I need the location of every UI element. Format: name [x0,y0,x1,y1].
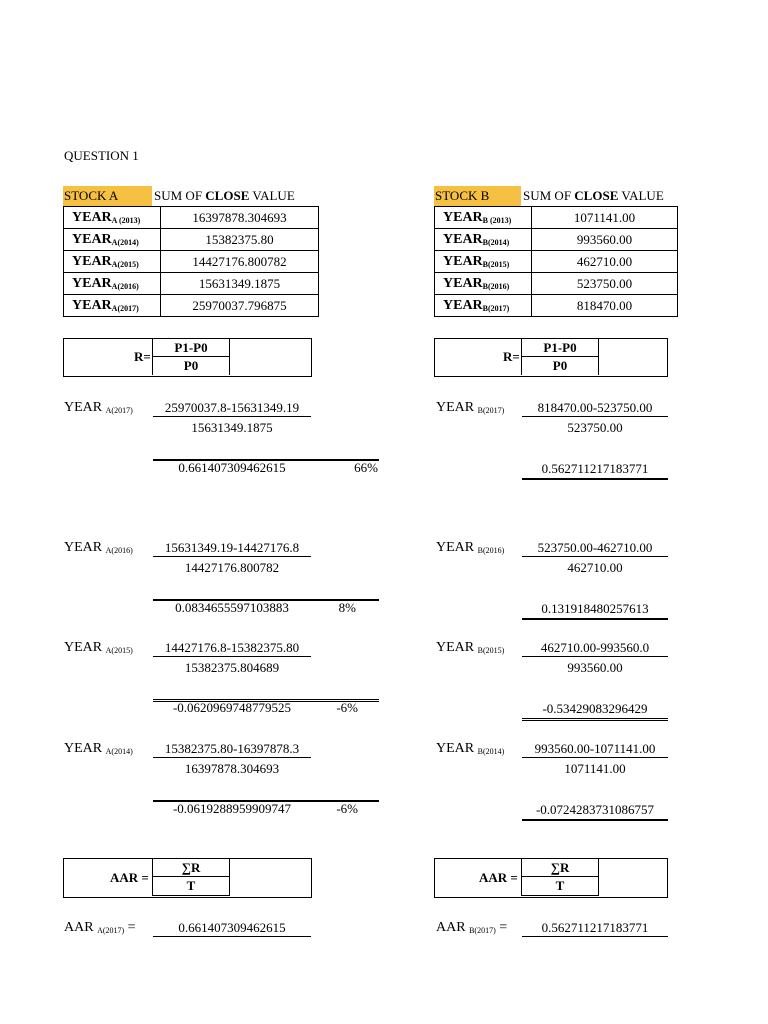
table-row [64,295,319,317]
stock-a-table [63,206,319,317]
calc-a-2014-label: YEAR $_{A(2014)}$ [64,741,133,756]
calc-a-2016-result: 0.0834655597103883 [175,600,289,615]
calc-a-2017-percent: 66% [354,460,378,475]
calc-a-2014-denominator: 16397878.304693 [184,761,280,776]
aar-a-label: AAR $_{A(2017)}$ = [64,920,136,935]
stock-a-return-formula-box [63,338,312,377]
table-row [435,295,678,317]
calc-a-2015-percent: -6% [336,700,358,715]
table-row [435,207,678,229]
table-row [435,251,678,273]
stock-b-header: STOCK B [434,186,521,206]
calc-a-2017-denominator: 15631349.1875 [191,420,273,435]
year-cell: $YEAR_{B(2015)}$ [435,251,532,273]
aar-formula-numerator: ∑R [153,859,229,877]
stock-b-return-formula-box [434,338,668,377]
table-row [64,207,319,229]
formula-denominator: P0 [183,358,199,373]
table-row [435,229,678,251]
stock-b-table [434,206,678,317]
calc-b-2015-denominator: 993560.00 [567,660,623,675]
calc-b-2017-result: 0.562711217183771 [522,460,668,480]
formula-fraction [521,339,599,375]
formula-fraction [152,339,230,375]
formula-numerator: P1-P0 [522,339,598,357]
value-cell: 1071141.00 [532,207,678,229]
value-cell: 15631349.1875 [161,273,319,295]
calc-b-2017-denominator: 523750.00 [567,420,623,435]
stock-b-sum-header: SUM OF CLOSE VALUE [523,188,664,203]
question-title: QUESTION 1 [64,148,139,163]
calc-a-2017-label: YEAR $_{A(2017)}$ [64,400,133,415]
aar-a-value: 0.661407309462615 [153,920,311,937]
stock-b-aar-formula-box [434,858,668,898]
calc-a-2016-percent: 8% [338,600,356,615]
aar-formula-label: AAR = [110,870,149,885]
year-cell: $YEAR_{A(2015)}$ [64,251,161,273]
calc-b-2014-numerator: 993560.00-1071141.00 [522,741,668,758]
value-cell: 462710.00 [532,251,678,273]
formula-label: R= [503,349,520,364]
calc-b-2016-label: YEAR $_{B(2016)}$ [436,540,505,555]
calc-b-2017-numerator: 818470.00-523750.00 [522,400,668,417]
value-cell: 523750.00 [532,273,678,295]
calc-a-2016-label: YEAR $_{A(2016)}$ [64,540,133,555]
calc-a-2015-result: -0.0620969748779525 [172,700,292,715]
year-cell: $YEAR_{A (2013)}$ [64,207,161,229]
formula-label: R= [134,349,151,364]
value-cell: 15382375.80 [161,229,319,251]
calc-b-2016-result: 0.131918480257613 [522,600,668,620]
formula-numerator: P1-P0 [153,339,229,357]
calc-b-2016-numerator: 523750.00-462710.00 [522,540,668,557]
calc-b-2014-label: YEAR $_{B(2014)}$ [436,741,505,756]
aar-b-value: 0.562711217183771 [522,920,668,937]
value-cell: 818470.00 [532,295,678,317]
calc-b-2016-denominator: 462710.00 [567,560,623,575]
year-cell: $YEAR_{A(2017)}$ [64,295,161,317]
calc-b-2014-result: -0.0724283731086757 [522,801,668,821]
calc-a-2014-result: -0.0619288959909747 [172,801,292,816]
aar-formula-label: AAR = [479,870,518,885]
year-cell: $YEAR_{B(2016)}$ [435,273,532,295]
calc-b-2015-result: -0.53429083296429 [522,700,668,721]
year-cell: $YEAR_{A(2014)}$ [64,229,161,251]
stock-a-header: STOCK A [63,186,152,206]
year-cell: $YEAR_{A(2016)}$ [64,273,161,295]
value-cell: 14427176.800782 [161,251,319,273]
value-cell: 25970037.796875 [161,295,319,317]
formula-denominator: P0 [552,358,568,373]
table-row [435,273,678,295]
calc-a-2015-denominator: 15382375.804689 [184,660,280,675]
aar-formula-numerator: ∑R [522,859,598,877]
calc-b-2015-numerator: 462710.00-993560.0 [522,640,668,657]
calc-a-2017-result: 0.661407309462615 [178,460,286,475]
aar-formula-fraction [152,859,230,896]
stock-a-sum-header: SUM OF CLOSE VALUE [154,188,295,203]
aar-b-label: AAR $_{B(2017)}$ = [436,920,508,935]
calc-a-2017-numerator: 25970037.8-15631349.19 [153,400,311,417]
calc-a-2015-label: YEAR $_{A(2015)}$ [64,640,133,655]
table-row [64,273,319,295]
calc-a-2014-numerator: 15382375.80-16397878.3 [153,741,311,758]
table-row [64,251,319,273]
calc-a-2015-numerator: 14427176.8-15382375.80 [153,640,311,657]
aar-formula-denominator: T [555,878,565,893]
calc-a-2014-percent: -6% [336,801,358,816]
year-cell: $YEAR_{B(2014)}$ [435,229,532,251]
stock-a-aar-formula-box [63,858,312,898]
value-cell: 16397878.304693 [161,207,319,229]
value-cell: 993560.00 [532,229,678,251]
aar-formula-denominator: T [186,878,196,893]
calc-a-2016-numerator: 15631349.19-14427176.8 [153,540,311,557]
table-row [64,229,319,251]
calc-b-2014-denominator: 1071141.00 [564,761,626,776]
calc-b-2015-label: YEAR $_{B(2015)}$ [436,640,505,655]
year-cell: $YEAR_{B (2013)}$ [435,207,532,229]
calc-a-2016-denominator: 14427176.800782 [184,560,280,575]
aar-formula-fraction [521,859,599,896]
calc-b-2017-label: YEAR $_{B(2017)}$ [436,400,505,415]
year-cell: $YEAR_{B(2017)}$ [435,295,532,317]
